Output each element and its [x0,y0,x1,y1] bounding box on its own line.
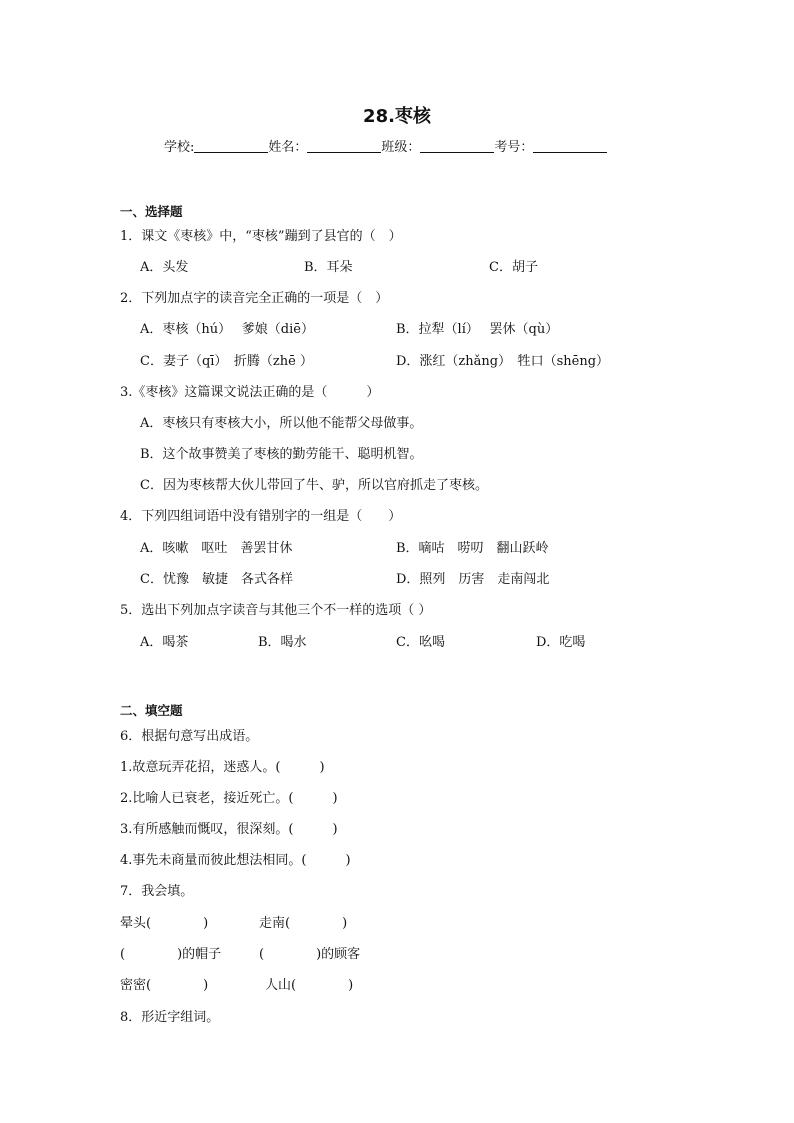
question-1-option-b[interactable]: B．耳朵 [304,260,353,275]
question-7-blank-3[interactable]: ( )的帽子 [120,947,222,962]
question-4-option-a[interactable]: A．咳嗽 呕吐 善罢甘休 [140,541,293,556]
question-2-option-d[interactable]: D．涨红（zhǎng） 牲口（shēng） [396,354,610,369]
student-info-line [164,139,607,157]
question-6-item-4[interactable]: 4.事先未商量而彼此想法相同。( ) [120,853,351,868]
class-blank[interactable] [420,139,494,153]
question-6-item-3[interactable]: 3.有所感触而慨叹，很深刻。( ) [120,822,338,837]
question-7-blank-6[interactable]: 人山( ) [265,978,354,993]
school-label: 学校: [164,140,195,155]
question-5-option-c[interactable]: C．吆喝 [396,635,445,650]
question-7-stem: 7．我会填。 [120,884,194,899]
question-7-blank-1[interactable]: 晕头( ) [120,916,209,931]
section-heading-fill: 二、填空题 [120,703,183,718]
question-5-stem: 5．选出下列加点字读音与其他三个不一样的选项（ ） [120,603,432,618]
question-3-option-a[interactable]: A．枣核只有枣核大小，所以他不能帮父母做事。 [140,416,423,431]
school-blank[interactable] [194,139,268,153]
question-3-option-c[interactable]: C．因为枣核帮大伙儿带回了牛、驴，所以官府抓走了枣核。 [140,478,488,493]
question-7-blank-4[interactable]: ( )的顾客 [259,947,361,962]
name-label: 姓名： [268,140,308,155]
question-2-option-a[interactable]: A．枣核（hú） 爹娘（diē） [140,322,314,337]
question-4-option-c[interactable]: C．忧豫 敏捷 各式各样 [140,572,293,587]
question-4-stem: 4．下列四组词语中没有错别字的一组是（ ） [120,509,402,524]
question-1-stem: 1．课文《枣核》中，“枣核”蹦到了县官的（ ） [120,229,402,244]
question-8-stem: 8．形近字组词。 [120,1010,220,1025]
number-label: 考号： [494,140,534,155]
question-2-option-c[interactable]: C．妻子（qī） 折腾（zhē ） [140,354,313,369]
class-label: 班级： [381,140,421,155]
question-4-option-d[interactable]: D．照列 历害 走南闯北 [396,572,550,587]
section-heading-choice: 一、选择题 [120,204,183,219]
number-blank[interactable] [533,139,607,153]
page-title: 28.枣核 [363,106,431,127]
question-1-option-a[interactable]: A．头发 [140,260,189,275]
question-5-option-a[interactable]: A．喝茶 [140,635,189,650]
question-2-option-b[interactable]: B．拉犁（lí） 罢休（qù） [396,322,559,337]
question-5-option-b[interactable]: B．喝水 [258,635,307,650]
question-7-blank-5[interactable]: 密密( ) [120,978,209,993]
question-5-option-d[interactable]: D．吃喝 [536,635,586,650]
question-2-stem: 2．下列加点字的读音完全正确的一项是（ ） [120,291,389,306]
question-3-stem: 3.《枣核》这篇课文说法正确的是（ ） [120,385,380,400]
question-6-stem: 6．根据句意写出成语。 [120,729,259,744]
name-blank[interactable] [307,139,381,153]
question-3-option-b[interactable]: B．这个故事赞美了枣核的勤劳能干、聪明机智。 [140,447,423,462]
question-4-option-b[interactable]: B．嘀咕 唠叨 翻山跃岭 [396,541,549,556]
question-1-option-c[interactable]: C．胡子 [489,260,538,275]
question-6-item-1[interactable]: 1.故意玩弄花招，迷惑人。( ) [120,760,325,775]
question-6-item-2[interactable]: 2.比喻人已衰老，接近死亡。( ) [120,791,338,806]
question-7-blank-2[interactable]: 走南( ) [259,916,348,931]
